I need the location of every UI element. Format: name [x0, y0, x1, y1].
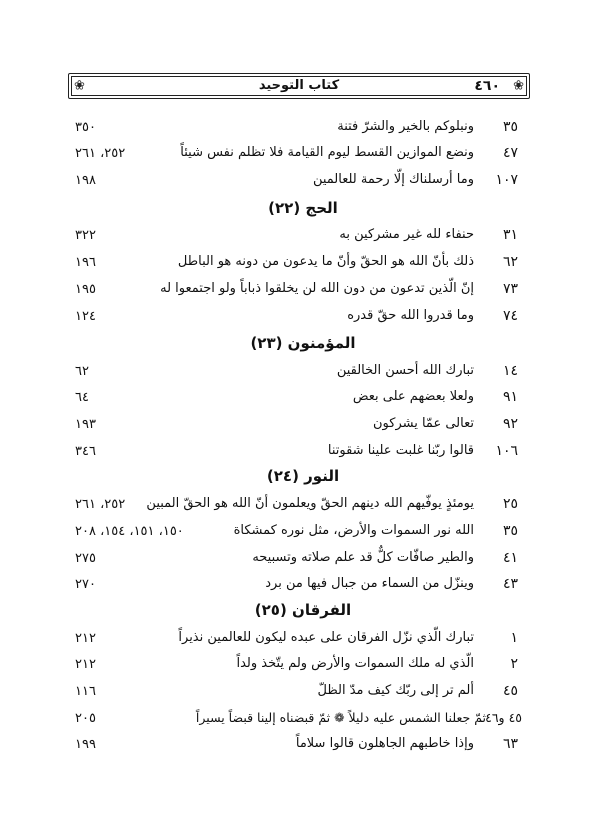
- verse-text: وما أرسلناك إلّا رحمة للعالمين: [312, 172, 474, 187]
- surah-heading: الفرقان (٢٥): [254, 601, 352, 619]
- verse-text: والطير صافّات كلٌّ قد علم صلاته وتسبيحه: [252, 550, 474, 565]
- index-row: [0, 494, 606, 518]
- page-refs: ١٢٤: [75, 309, 96, 324]
- verse-text: حنفاء لله غير مشركين به: [339, 227, 474, 242]
- header-ornament-left-icon: ❀: [74, 78, 85, 94]
- index-row: [0, 734, 606, 758]
- index-row: [0, 654, 606, 678]
- surah-heading: الحج (٢٢): [268, 199, 338, 217]
- page-refs: ٦٢: [75, 364, 89, 379]
- index-row: [0, 681, 606, 705]
- verse-text: ولعلا بعضهم على بعض: [352, 389, 474, 404]
- page-refs: ١٥٠، ١٥١، ١٥٤، ٢٠٨: [75, 524, 184, 539]
- index-row: [0, 441, 606, 465]
- index-row: [0, 548, 606, 572]
- running-header: [68, 73, 530, 99]
- page-refs: ٦٤: [75, 390, 89, 405]
- verse-text: إنّ الّذين تدعون من دون الله لن يخلقوا ذباباً ولو اجتمعوا له: [160, 281, 474, 296]
- page-refs: ٢١٢: [75, 657, 96, 672]
- verse-text: تعالى عمّا يشركون: [373, 416, 474, 431]
- verse-number: ٩١: [502, 389, 518, 405]
- index-row: [0, 628, 606, 652]
- index-row: [0, 574, 606, 598]
- verse-text: الله نور السموات والأرض، مثل نوره كمشكاة: [233, 523, 474, 538]
- page-refs: ٢٥٢، ٢٦١: [75, 497, 126, 512]
- book-title: كتاب التوحيد: [258, 78, 340, 93]
- verse-number: ٢: [510, 656, 518, 672]
- index-row: [0, 143, 606, 167]
- verse-number: ٤٧: [502, 145, 518, 161]
- verse-text: ثمّ جعلنا الشمس عليه دليلاً ❁ ثمّ قبضناه إلينا قبضاً يسيراً: [195, 710, 486, 725]
- verse-text: وما قدروا الله حقّ قدره: [347, 308, 474, 323]
- index-row: [0, 414, 606, 438]
- index-row: [0, 387, 606, 411]
- verse-number: ٦٢: [502, 254, 518, 270]
- verse-number: ٦٣: [502, 736, 518, 752]
- verse-number: ١٤: [502, 363, 518, 379]
- page-refs: ٢٧٠: [75, 577, 96, 592]
- verse-number: ١٠٦: [495, 443, 518, 459]
- page-refs: ١٩٥: [75, 282, 96, 297]
- page-refs: ٣٤٦: [75, 444, 96, 459]
- surah-heading: المؤمنون (٢٣): [250, 334, 356, 352]
- verse-text: الّذي له ملك السموات والأرض ولم يتّخذ ولداً: [236, 656, 474, 671]
- verse-text: وإذا خاطبهم الجاهلون قالوا سلاماً: [295, 736, 474, 751]
- page-refs: ١٩٦: [75, 255, 96, 270]
- verse-number: ٤٥ و٤٦: [485, 710, 522, 725]
- page-refs: ١٩٩: [75, 737, 96, 752]
- index-row: [0, 521, 606, 545]
- verse-number: ٣٥: [502, 119, 518, 135]
- page-refs: ٢٧٥: [75, 551, 96, 566]
- verse-number: ١٠٧: [495, 172, 518, 188]
- page-number: ٤٦٠: [474, 78, 500, 94]
- page-refs: ١١٦: [75, 684, 96, 699]
- index-row: [0, 279, 606, 303]
- verse-text: تبارك الّذي نزّل الفرقان على عبده ليكون للعالمين نذيراً: [178, 630, 474, 645]
- verse-number: ٣٥: [502, 523, 518, 539]
- verse-text: قالوا ربّنا غلبت علينا شقوتنا: [327, 443, 474, 458]
- verse-number: ٩٢: [502, 416, 518, 432]
- page-refs: ١٩٣: [75, 417, 96, 432]
- verse-text: ونضع الموازين القسط ليوم القيامة فلا تظلم نفس شيئاً: [180, 145, 474, 160]
- index-row: [0, 708, 606, 732]
- verse-number: ٧٤: [502, 308, 518, 324]
- page-refs: ٢٥٢، ٢٦١: [75, 146, 126, 161]
- page-refs: ١٩٨: [75, 173, 96, 188]
- verse-text: تبارك الله أحسن الخالقين: [336, 363, 474, 378]
- page-refs: ٢٠٥: [75, 711, 96, 726]
- verse-number: ٢٥: [502, 496, 518, 512]
- verse-number: ٤٥: [502, 683, 518, 699]
- index-row: [0, 306, 606, 330]
- verse-text: ذلك بأنّ الله هو الحقّ وأنّ ما يدعون من دونه هو الباطل: [177, 254, 474, 269]
- surah-heading: النور (٢٤): [266, 467, 340, 485]
- verse-number: ٤٣: [502, 576, 518, 592]
- verse-number: ٤١: [502, 550, 518, 566]
- page-refs: ٣٢٢: [75, 228, 96, 243]
- verse-number: ٧٣: [502, 281, 518, 297]
- verse-number: ١: [510, 630, 518, 646]
- header-ornament-right-icon: ❀: [513, 78, 524, 94]
- page-refs: ٣٥٠: [75, 120, 96, 135]
- index-row: [0, 361, 606, 385]
- verse-text: وينزّل من السماء من جبال فيها من برد: [265, 576, 474, 591]
- index-row: [0, 225, 606, 249]
- verse-text: يومئذٍ يوفّيهم الله دينهم الحقّ ويعلمون أنّ الله هو الحقّ المبين: [146, 496, 474, 511]
- verse-number: ٣١: [502, 227, 518, 243]
- page-refs: ٢١٢: [75, 631, 96, 646]
- index-row: [0, 170, 606, 194]
- index-row: [0, 252, 606, 276]
- index-row: [0, 117, 606, 141]
- verse-text: ألم تر إلى ربّك كيف مدّ الظلّ: [317, 683, 474, 698]
- verse-text: ونبلوكم بالخير والشرّ فتنة: [337, 119, 474, 134]
